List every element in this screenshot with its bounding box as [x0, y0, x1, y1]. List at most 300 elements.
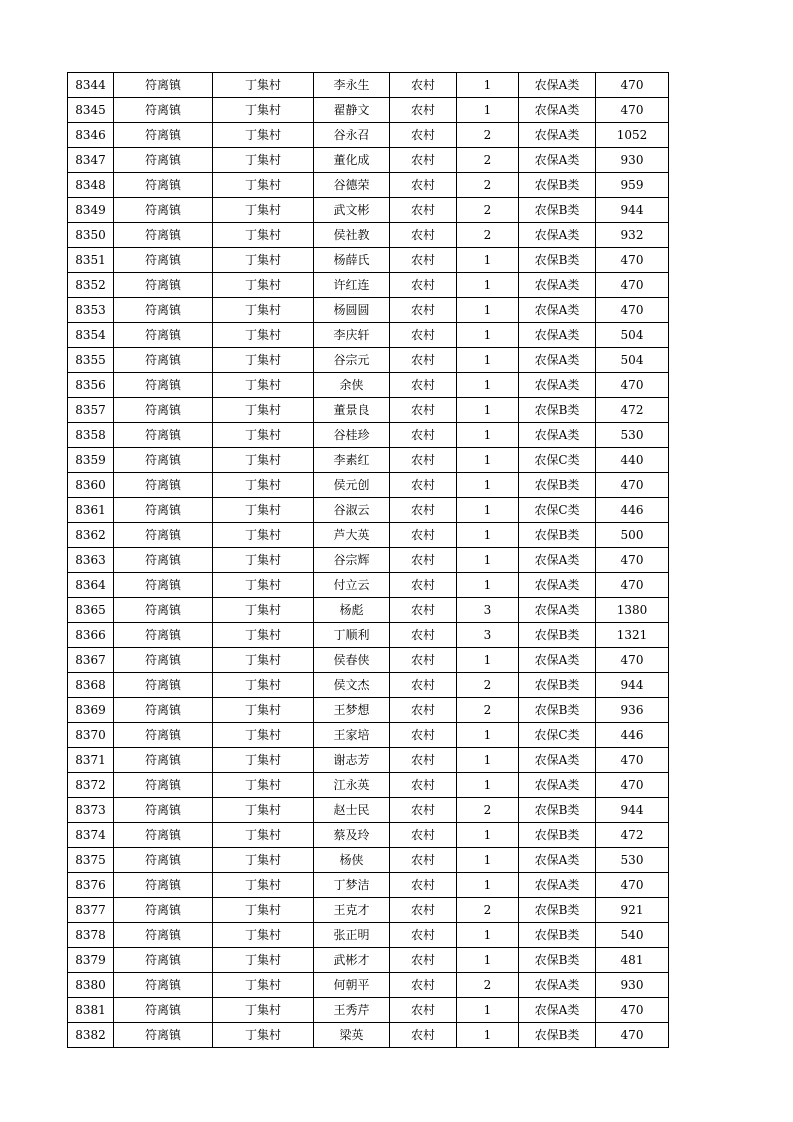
cell-name: 侯文杰: [314, 673, 390, 698]
cell-member-count: 1: [457, 348, 519, 373]
cell-amount: 932: [596, 223, 669, 248]
cell-household-type: 农村: [390, 523, 457, 548]
cell-serial-no: 8359: [68, 448, 114, 473]
cell-name: 李素红: [314, 448, 390, 473]
cell-member-count: 1: [457, 923, 519, 948]
cell-name: 董化成: [314, 148, 390, 173]
cell-household-type: 农村: [390, 348, 457, 373]
cell-category: 农保A类: [519, 773, 596, 798]
cell-household-type: 农村: [390, 773, 457, 798]
cell-village: 丁集村: [213, 123, 314, 148]
cell-name: 王秀芹: [314, 998, 390, 1023]
cell-member-count: 1: [457, 373, 519, 398]
cell-member-count: 2: [457, 123, 519, 148]
cell-household-type: 农村: [390, 173, 457, 198]
cell-household-type: 农村: [390, 573, 457, 598]
cell-town: 符离镇: [114, 723, 213, 748]
cell-serial-no: 8381: [68, 998, 114, 1023]
cell-village: 丁集村: [213, 323, 314, 348]
cell-member-count: 1: [457, 848, 519, 873]
cell-category: 农保A类: [519, 423, 596, 448]
cell-household-type: 农村: [390, 298, 457, 323]
cell-village: 丁集村: [213, 623, 314, 648]
cell-town: 符离镇: [114, 423, 213, 448]
cell-village: 丁集村: [213, 148, 314, 173]
cell-town: 符离镇: [114, 698, 213, 723]
cell-member-count: 2: [457, 673, 519, 698]
cell-category: 农保B类: [519, 898, 596, 923]
table-row: [68, 898, 669, 923]
cell-amount: 470: [596, 573, 669, 598]
cell-member-count: 3: [457, 598, 519, 623]
cell-serial-no: 8345: [68, 98, 114, 123]
cell-village: 丁集村: [213, 373, 314, 398]
cell-amount: 930: [596, 973, 669, 998]
table-row: [68, 948, 669, 973]
cell-amount: 500: [596, 523, 669, 548]
cell-name: 王克才: [314, 898, 390, 923]
cell-village: 丁集村: [213, 198, 314, 223]
cell-serial-no: 8357: [68, 398, 114, 423]
cell-name: 丁梦洁: [314, 873, 390, 898]
cell-town: 符离镇: [114, 223, 213, 248]
cell-member-count: 1: [457, 723, 519, 748]
cell-name: 蔡及玲: [314, 823, 390, 848]
table-row: [68, 323, 669, 348]
cell-village: 丁集村: [213, 598, 314, 623]
cell-name: 杨薛氏: [314, 248, 390, 273]
cell-member-count: 1: [457, 473, 519, 498]
table-row: [68, 1023, 669, 1048]
cell-category: 农保B类: [519, 698, 596, 723]
cell-member-count: 1: [457, 1023, 519, 1048]
cell-serial-no: 8382: [68, 1023, 114, 1048]
cell-amount: 1052: [596, 123, 669, 148]
table-row: [68, 373, 669, 398]
cell-category: 农保A类: [519, 123, 596, 148]
cell-amount: 959: [596, 173, 669, 198]
cell-amount: 440: [596, 448, 669, 473]
cell-category: 农保A类: [519, 98, 596, 123]
cell-town: 符离镇: [114, 448, 213, 473]
cell-member-count: 1: [457, 523, 519, 548]
cell-member-count: 2: [457, 973, 519, 998]
table-row: [68, 223, 669, 248]
cell-village: 丁集村: [213, 523, 314, 548]
cell-category: 农保B类: [519, 198, 596, 223]
table-row: [68, 823, 669, 848]
cell-category: 农保A类: [519, 298, 596, 323]
cell-name: 王家培: [314, 723, 390, 748]
cell-household-type: 农村: [390, 98, 457, 123]
table-row: [68, 123, 669, 148]
cell-serial-no: 8346: [68, 123, 114, 148]
cell-town: 符离镇: [114, 473, 213, 498]
cell-amount: 470: [596, 648, 669, 673]
cell-category: 农保C类: [519, 723, 596, 748]
cell-village: 丁集村: [213, 873, 314, 898]
cell-member-count: 1: [457, 323, 519, 348]
table-row: [68, 873, 669, 898]
cell-amount: 470: [596, 998, 669, 1023]
cell-serial-no: 8380: [68, 973, 114, 998]
cell-serial-no: 8379: [68, 948, 114, 973]
cell-member-count: 1: [457, 773, 519, 798]
cell-amount: 921: [596, 898, 669, 923]
cell-town: 符离镇: [114, 123, 213, 148]
cell-name: 谷永召: [314, 123, 390, 148]
cell-category: 农保A类: [519, 573, 596, 598]
cell-category: 农保B类: [519, 798, 596, 823]
cell-village: 丁集村: [213, 223, 314, 248]
cell-category: 农保A类: [519, 848, 596, 873]
cell-serial-no: 8360: [68, 473, 114, 498]
cell-village: 丁集村: [213, 348, 314, 373]
cell-town: 符离镇: [114, 873, 213, 898]
cell-town: 符离镇: [114, 198, 213, 223]
cell-category: 农保A类: [519, 273, 596, 298]
table-row: [68, 273, 669, 298]
cell-member-count: 1: [457, 73, 519, 98]
table-row: [68, 648, 669, 673]
cell-village: 丁集村: [213, 648, 314, 673]
cell-village: 丁集村: [213, 423, 314, 448]
cell-name: 芦大英: [314, 523, 390, 548]
cell-amount: 540: [596, 923, 669, 948]
cell-name: 谷桂珍: [314, 423, 390, 448]
cell-name: 谷淑云: [314, 498, 390, 523]
cell-serial-no: 8374: [68, 823, 114, 848]
cell-town: 符离镇: [114, 273, 213, 298]
cell-amount: 944: [596, 673, 669, 698]
cell-member-count: 1: [457, 573, 519, 598]
cell-serial-no: 8361: [68, 498, 114, 523]
cell-member-count: 1: [457, 398, 519, 423]
table-row: [68, 248, 669, 273]
cell-serial-no: 8365: [68, 598, 114, 623]
cell-amount: 936: [596, 698, 669, 723]
cell-category: 农保B类: [519, 948, 596, 973]
cell-name: 许红连: [314, 273, 390, 298]
table-row: [68, 773, 669, 798]
cell-household-type: 农村: [390, 1023, 457, 1048]
cell-town: 符离镇: [114, 498, 213, 523]
cell-town: 符离镇: [114, 548, 213, 573]
cell-household-type: 农村: [390, 898, 457, 923]
cell-household-type: 农村: [390, 373, 457, 398]
cell-household-type: 农村: [390, 873, 457, 898]
cell-name: 谷德荣: [314, 173, 390, 198]
cell-household-type: 农村: [390, 948, 457, 973]
cell-amount: 944: [596, 198, 669, 223]
cell-town: 符离镇: [114, 673, 213, 698]
cell-household-type: 农村: [390, 998, 457, 1023]
cell-household-type: 农村: [390, 398, 457, 423]
cell-village: 丁集村: [213, 923, 314, 948]
cell-town: 符离镇: [114, 523, 213, 548]
cell-category: 农保B类: [519, 673, 596, 698]
cell-town: 符离镇: [114, 648, 213, 673]
table-row: [68, 998, 669, 1023]
cell-amount: 470: [596, 373, 669, 398]
cell-category: 农保A类: [519, 873, 596, 898]
cell-household-type: 农村: [390, 798, 457, 823]
cell-village: 丁集村: [213, 748, 314, 773]
table-row: [68, 448, 669, 473]
cell-category: 农保A类: [519, 598, 596, 623]
cell-member-count: 2: [457, 173, 519, 198]
cell-category: 农保B类: [519, 398, 596, 423]
cell-amount: 472: [596, 823, 669, 848]
table-row: [68, 798, 669, 823]
cell-name: 何朝平: [314, 973, 390, 998]
cell-town: 符离镇: [114, 948, 213, 973]
cell-serial-no: 8373: [68, 798, 114, 823]
cell-serial-no: 8376: [68, 873, 114, 898]
cell-serial-no: 8368: [68, 673, 114, 698]
cell-name: 侯社教: [314, 223, 390, 248]
table-row: [68, 498, 669, 523]
cell-member-count: 3: [457, 623, 519, 648]
cell-household-type: 农村: [390, 248, 457, 273]
cell-town: 符离镇: [114, 173, 213, 198]
cell-household-type: 农村: [390, 473, 457, 498]
cell-amount: 446: [596, 723, 669, 748]
cell-member-count: 1: [457, 648, 519, 673]
cell-serial-no: 8349: [68, 198, 114, 223]
cell-member-count: 1: [457, 248, 519, 273]
cell-serial-no: 8358: [68, 423, 114, 448]
cell-town: 符离镇: [114, 998, 213, 1023]
table-row: [68, 73, 669, 98]
table-row: [68, 198, 669, 223]
cell-town: 符离镇: [114, 898, 213, 923]
cell-category: 农保C类: [519, 498, 596, 523]
table-row: [68, 398, 669, 423]
cell-household-type: 农村: [390, 548, 457, 573]
table-row: [68, 598, 669, 623]
cell-member-count: 1: [457, 823, 519, 848]
cell-town: 符离镇: [114, 248, 213, 273]
cell-member-count: 2: [457, 898, 519, 923]
cell-village: 丁集村: [213, 848, 314, 873]
cell-village: 丁集村: [213, 823, 314, 848]
cell-town: 符离镇: [114, 373, 213, 398]
cell-town: 符离镇: [114, 848, 213, 873]
cell-village: 丁集村: [213, 398, 314, 423]
cell-category: 农保B类: [519, 623, 596, 648]
cell-category: 农保A类: [519, 373, 596, 398]
cell-serial-no: 8378: [68, 923, 114, 948]
cell-name: 梁英: [314, 1023, 390, 1048]
table-row: [68, 473, 669, 498]
table-row: [68, 623, 669, 648]
cell-category: 农保B类: [519, 248, 596, 273]
table-row: [68, 923, 669, 948]
cell-amount: 504: [596, 348, 669, 373]
cell-amount: 470: [596, 773, 669, 798]
cell-town: 符离镇: [114, 798, 213, 823]
cell-amount: 470: [596, 273, 669, 298]
cell-category: 农保B类: [519, 523, 596, 548]
table-row: [68, 973, 669, 998]
cell-town: 符离镇: [114, 298, 213, 323]
cell-village: 丁集村: [213, 98, 314, 123]
cell-member-count: 2: [457, 198, 519, 223]
cell-village: 丁集村: [213, 298, 314, 323]
cell-amount: 530: [596, 423, 669, 448]
cell-amount: 470: [596, 748, 669, 773]
cell-town: 符离镇: [114, 98, 213, 123]
cell-household-type: 农村: [390, 223, 457, 248]
cell-name: 杨侠: [314, 848, 390, 873]
cell-serial-no: 8352: [68, 273, 114, 298]
cell-household-type: 农村: [390, 273, 457, 298]
cell-amount: 470: [596, 73, 669, 98]
cell-name: 侯元创: [314, 473, 390, 498]
table-row: [68, 423, 669, 448]
cell-amount: 1321: [596, 623, 669, 648]
cell-village: 丁集村: [213, 73, 314, 98]
cell-category: 农保B类: [519, 823, 596, 848]
table-row: [68, 748, 669, 773]
cell-serial-no: 8375: [68, 848, 114, 873]
cell-category: 农保B类: [519, 173, 596, 198]
cell-village: 丁集村: [213, 573, 314, 598]
cell-name: 武彬才: [314, 948, 390, 973]
cell-amount: 470: [596, 98, 669, 123]
cell-village: 丁集村: [213, 473, 314, 498]
cell-village: 丁集村: [213, 448, 314, 473]
cell-household-type: 农村: [390, 323, 457, 348]
cell-amount: 470: [596, 473, 669, 498]
cell-category: 农保A类: [519, 748, 596, 773]
cell-amount: 481: [596, 948, 669, 973]
cell-name: 李永生: [314, 73, 390, 98]
cell-category: 农保A类: [519, 73, 596, 98]
cell-town: 符离镇: [114, 623, 213, 648]
cell-town: 符离镇: [114, 323, 213, 348]
cell-village: 丁集村: [213, 973, 314, 998]
cell-member-count: 1: [457, 98, 519, 123]
cell-household-type: 农村: [390, 73, 457, 98]
cell-village: 丁集村: [213, 798, 314, 823]
relief-roster-table: [67, 72, 669, 1048]
table-body: [68, 73, 669, 1048]
cell-name: 江永英: [314, 773, 390, 798]
cell-household-type: 农村: [390, 623, 457, 648]
cell-name: 谷宗辉: [314, 548, 390, 573]
cell-category: 农保C类: [519, 448, 596, 473]
cell-serial-no: 8354: [68, 323, 114, 348]
cell-household-type: 农村: [390, 748, 457, 773]
cell-serial-no: 8364: [68, 573, 114, 598]
cell-category: 农保A类: [519, 348, 596, 373]
cell-serial-no: 8356: [68, 373, 114, 398]
cell-village: 丁集村: [213, 998, 314, 1023]
table-row: [68, 148, 669, 173]
cell-village: 丁集村: [213, 248, 314, 273]
cell-household-type: 农村: [390, 923, 457, 948]
cell-village: 丁集村: [213, 1023, 314, 1048]
cell-name: 杨圆圆: [314, 298, 390, 323]
cell-village: 丁集村: [213, 773, 314, 798]
cell-village: 丁集村: [213, 173, 314, 198]
cell-town: 符离镇: [114, 748, 213, 773]
cell-amount: 504: [596, 323, 669, 348]
table-row: [68, 298, 669, 323]
cell-category: 农保A类: [519, 323, 596, 348]
cell-name: 董景良: [314, 398, 390, 423]
cell-town: 符离镇: [114, 348, 213, 373]
cell-village: 丁集村: [213, 498, 314, 523]
cell-name: 侯春侠: [314, 648, 390, 673]
cell-serial-no: 8371: [68, 748, 114, 773]
cell-serial-no: 8355: [68, 348, 114, 373]
cell-town: 符离镇: [114, 1023, 213, 1048]
cell-amount: 446: [596, 498, 669, 523]
cell-household-type: 农村: [390, 498, 457, 523]
cell-town: 符离镇: [114, 823, 213, 848]
cell-name: 谢志芳: [314, 748, 390, 773]
cell-member-count: 1: [457, 948, 519, 973]
cell-member-count: 2: [457, 223, 519, 248]
cell-name: 杨彪: [314, 598, 390, 623]
cell-household-type: 农村: [390, 848, 457, 873]
cell-village: 丁集村: [213, 723, 314, 748]
cell-amount: 470: [596, 298, 669, 323]
cell-serial-no: 8344: [68, 73, 114, 98]
cell-village: 丁集村: [213, 948, 314, 973]
cell-serial-no: 8347: [68, 148, 114, 173]
table-row: [68, 98, 669, 123]
cell-household-type: 农村: [390, 673, 457, 698]
cell-household-type: 农村: [390, 973, 457, 998]
cell-member-count: 2: [457, 148, 519, 173]
table-row: [68, 723, 669, 748]
cell-category: 农保A类: [519, 148, 596, 173]
cell-serial-no: 8362: [68, 523, 114, 548]
cell-household-type: 农村: [390, 723, 457, 748]
cell-category: 农保A类: [519, 223, 596, 248]
cell-category: 农保B类: [519, 1023, 596, 1048]
cell-household-type: 农村: [390, 148, 457, 173]
cell-member-count: 2: [457, 698, 519, 723]
cell-amount: 944: [596, 798, 669, 823]
cell-town: 符离镇: [114, 973, 213, 998]
cell-serial-no: 8377: [68, 898, 114, 923]
cell-town: 符离镇: [114, 923, 213, 948]
cell-village: 丁集村: [213, 548, 314, 573]
cell-name: 赵士民: [314, 798, 390, 823]
cell-name: 张正明: [314, 923, 390, 948]
cell-name: 余侠: [314, 373, 390, 398]
cell-amount: 470: [596, 248, 669, 273]
table-row: [68, 698, 669, 723]
cell-amount: 470: [596, 1023, 669, 1048]
cell-household-type: 农村: [390, 123, 457, 148]
cell-amount: 470: [596, 548, 669, 573]
cell-name: 付立云: [314, 573, 390, 598]
table-row: [68, 348, 669, 373]
cell-member-count: 1: [457, 748, 519, 773]
cell-member-count: 1: [457, 273, 519, 298]
cell-member-count: 1: [457, 873, 519, 898]
cell-serial-no: 8370: [68, 723, 114, 748]
cell-amount: 930: [596, 148, 669, 173]
cell-amount: 1380: [596, 598, 669, 623]
cell-amount: 472: [596, 398, 669, 423]
